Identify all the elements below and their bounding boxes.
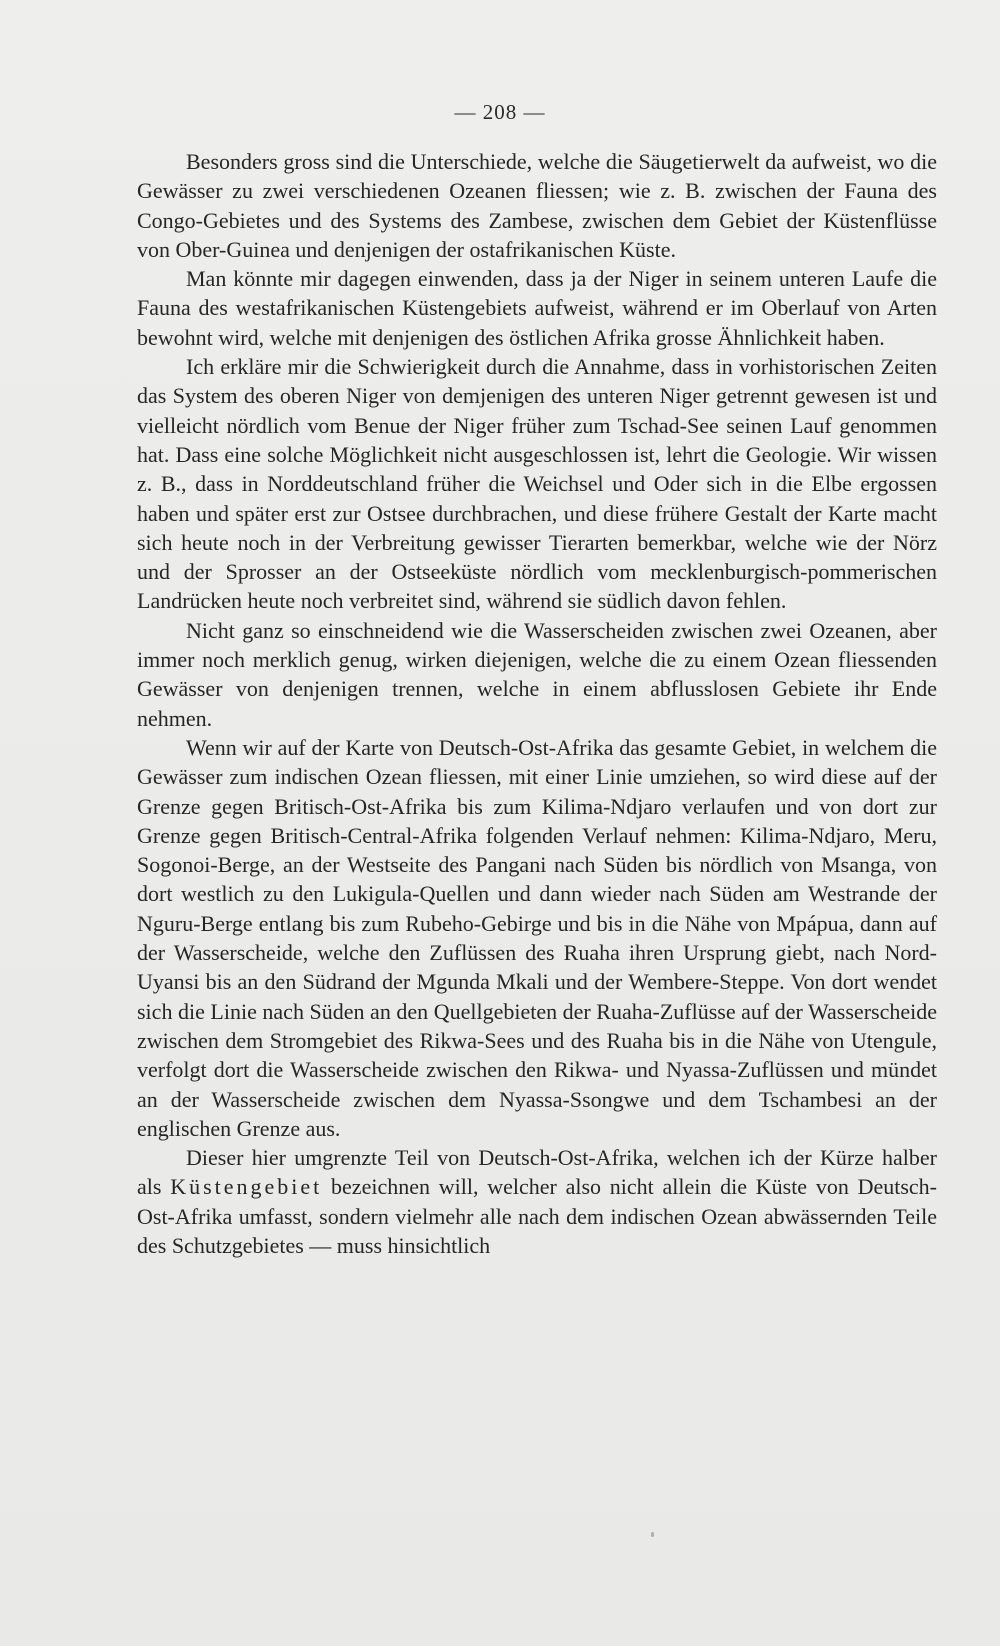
paragraph-6-start: Dieser hier umgrenzte Teil von Deutsch-Ost-Afrika, welchen ich der Kürze halber als [137,1145,937,1200]
paper-speck [651,1532,654,1537]
paragraph-6 [137,1143,937,1260]
paragraph-6-end: bezeichnen will, welcher also nicht allein die Küste von Deutsch-Ost-Afrika umfasst, sondern vielmehr alle nach dem indischen Ozean abwässernden Teile des Schutzgebietes — muss hinsichtlich [137,1174,937,1258]
body-text [137,147,937,1260]
paragraph-5: Wenn wir auf der Karte von Deutsch-Ost-Afrika das gesamte Gebiet, in welchem die Gewässer zum indischen Ozean fliessen, mit einer Linie umziehen, so wird diese auf der Grenze gegen Britisch-Ost-Afrika bis zum Kilima-Ndjaro verlaufen und von dort zur Grenze gegen Britisch-Central-Afrika folgenden Verlauf nehmen: Kilima-Ndjaro, Meru, Sogonoi-Berge, an der Westseite des Pangani nach Süden bis nördlich von Msanga, von dort westlich zu den Lukigula-Quellen und dann wieder nach Süden am Westrande der Nguru-Berge entlang bis zum Rubeho-Gebirge und bis in die Nähe von Mpápua, dann auf der Wasserscheide, welche den Zuflüssen des Ruaha ihren Ursprung giebt, nach Nord-Uyansi bis an den Südrand der Mgunda Mkali und der Wembere-Steppe. Von dort wendet sich die Linie nach Süden an den Quellgebieten der Ruaha-Zuflüsse auf der Wasserscheide zwischen dem Stromgebiet des Rikwa-Sees und des Ruaha bis in die Nähe von Utengule, verfolgt dort die Wasserscheide zwischen den Rikwa- und Nyassa-Zuflüssen und mündet an der Wasserscheide zwischen dem Nyassa-Ssongwe und dem Tschambesi an der englischen Grenze aus. [137,734,937,1141]
spaced-term: Küstengebiet [170,1174,323,1200]
paragraph-3: Ich erkläre mir die Schwierigkeit durch die Annahme, dass in vorhistorischen Zeiten das System des oberen Niger von demjenigen des unteren Niger getrennt gewesen ist und vielleicht nördlich vom Benue der Niger früher zum Tschad-See seinen Lauf genommen hat. Dass eine solche Möglichkeit nicht ausgeschlossen ist, lehrt die Geologie. Wir wissen z. B., dass in Norddeutschland früher die Weichsel und Oder sich in die Elbe ergossen haben und später erst zur Ostsee durchbrachen, und diese frühere Gestalt der Karte macht sich heute noch in der Verbreitung gewisser Tierarten bemerkbar, welche wie der Nörz und der Sprosser an der Ostseeküste nördlich vom mecklenburgisch-pommerischen Landrücken heute noch verbreitet sind, während sie südlich davon fehlen. [137,354,937,614]
paragraph-2: Man könnte mir dagegen einwenden, dass ja der Niger in seinem unteren Laufe die Fauna des westafrikanischen Küstengebiets aufweist, während er im Oberlauf von Arten bewohnt wird, welche mit denjenigen des östlichen Afrika grosse Ähnlichkeit haben. [137,266,937,350]
page-number: — 208 — [454,100,546,124]
paragraph-4: Nicht ganz so einschneidend wie die Wasserscheiden zwischen zwei Ozeanen, aber immer noch merklich genug, wirken diejenigen, welche die zu einem Ozean fliessenden Gewässer von denjenigen trennen, welche in einem abflusslosen Gebiete ihr Ende nehmen. [137,617,937,731]
paragraph-1: Besonders gross sind die Unterschiede, welche die Säugetierwelt da aufweist, wo die Gewässer zu zwei verschiedenen Ozeanen fliessen; wie z. B. zwischen der Fauna des Congo-Gebietes und des Systems des Zambese, zwischen dem Gebiet der Küstenflüsse von Ober-Guinea und denjenigen der ostafrikanischen Küste. [137,149,937,262]
